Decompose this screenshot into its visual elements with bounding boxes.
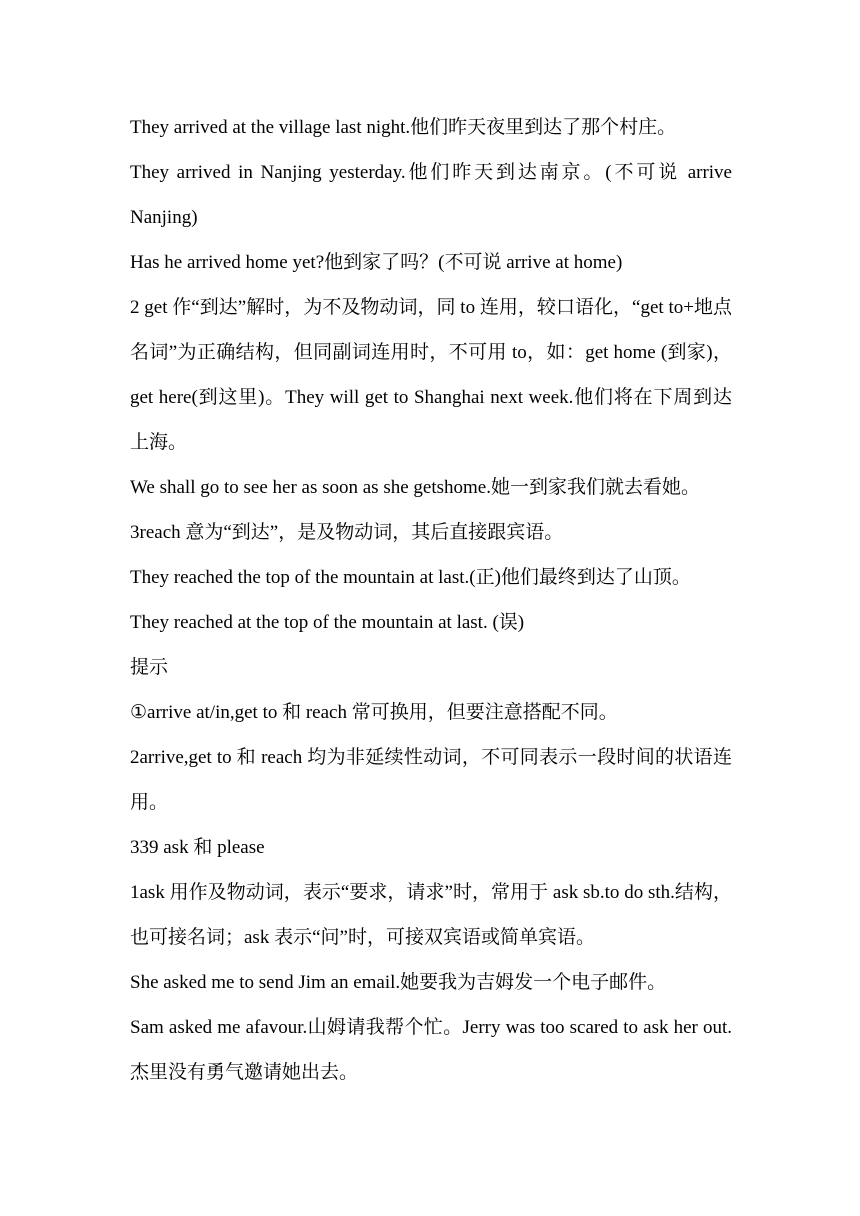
paragraph-1: They arrived at the village last night.他们昨天夜里到达了那个村庄。 — [130, 117, 677, 138]
section-heading-tip: 提示 — [130, 657, 169, 678]
paragraph-15: Sam asked me afavour.山姆请我帮个忙。Jerry was too scared to ask her out.杰里没有勇气邀请她出去。 — [130, 1017, 732, 1083]
paragraph-3: Has he arrived home yet?他到家了吗？(不可说 arrive at home) — [130, 252, 623, 273]
paragraph-10: ①arrive at/in,get to 和 reach 常可换用，但要注意搭配不同。 — [130, 702, 618, 723]
paragraph-2: They arrived in Nanjing yesterday.他们昨天到达南京。(不可说 arrive Nanjing) — [130, 162, 732, 228]
paragraph-8: They reached at the top of the mountain at last. (误) — [130, 612, 525, 633]
paragraph-14: She asked me to send Jim an email.她要我为吉姆发一个电子邮件。 — [130, 972, 667, 993]
paragraph-5: We shall go to see her as soon as she getshome.她一到家我们就去看她。 — [130, 477, 700, 498]
paragraph-7: They reached the top of the mountain at last.(正)他们最终到达了山顶。 — [130, 567, 691, 588]
document-body — [130, 105, 732, 1095]
paragraph-6: 3reach 意为“到达”，是及物动词，其后直接跟宾语。 — [130, 522, 564, 543]
paragraph-4: 2 get 作“到达”解时，为不及物动词，同 to 连用，较口语化，“get to+地点名词”为正确结构，但同副词连用时，不可用 to，如：get home (到家)，get here(到这里)。They will get to Shanghai next week.他们将在下周到达上海。 — [130, 297, 732, 453]
paragraph-13: 1ask 用作及物动词，表示“要求，请求”时，常用于 ask sb.to do sth.结构，也可接名词；ask 表示“问”时，可接双宾语或简单宾语。 — [130, 882, 732, 948]
paragraph-11: 2arrive,get to 和 reach 均为非延续性动词，不可同表示一段时间的状语连用。 — [130, 747, 732, 813]
section-heading-339: 339 ask 和 please — [130, 837, 265, 858]
